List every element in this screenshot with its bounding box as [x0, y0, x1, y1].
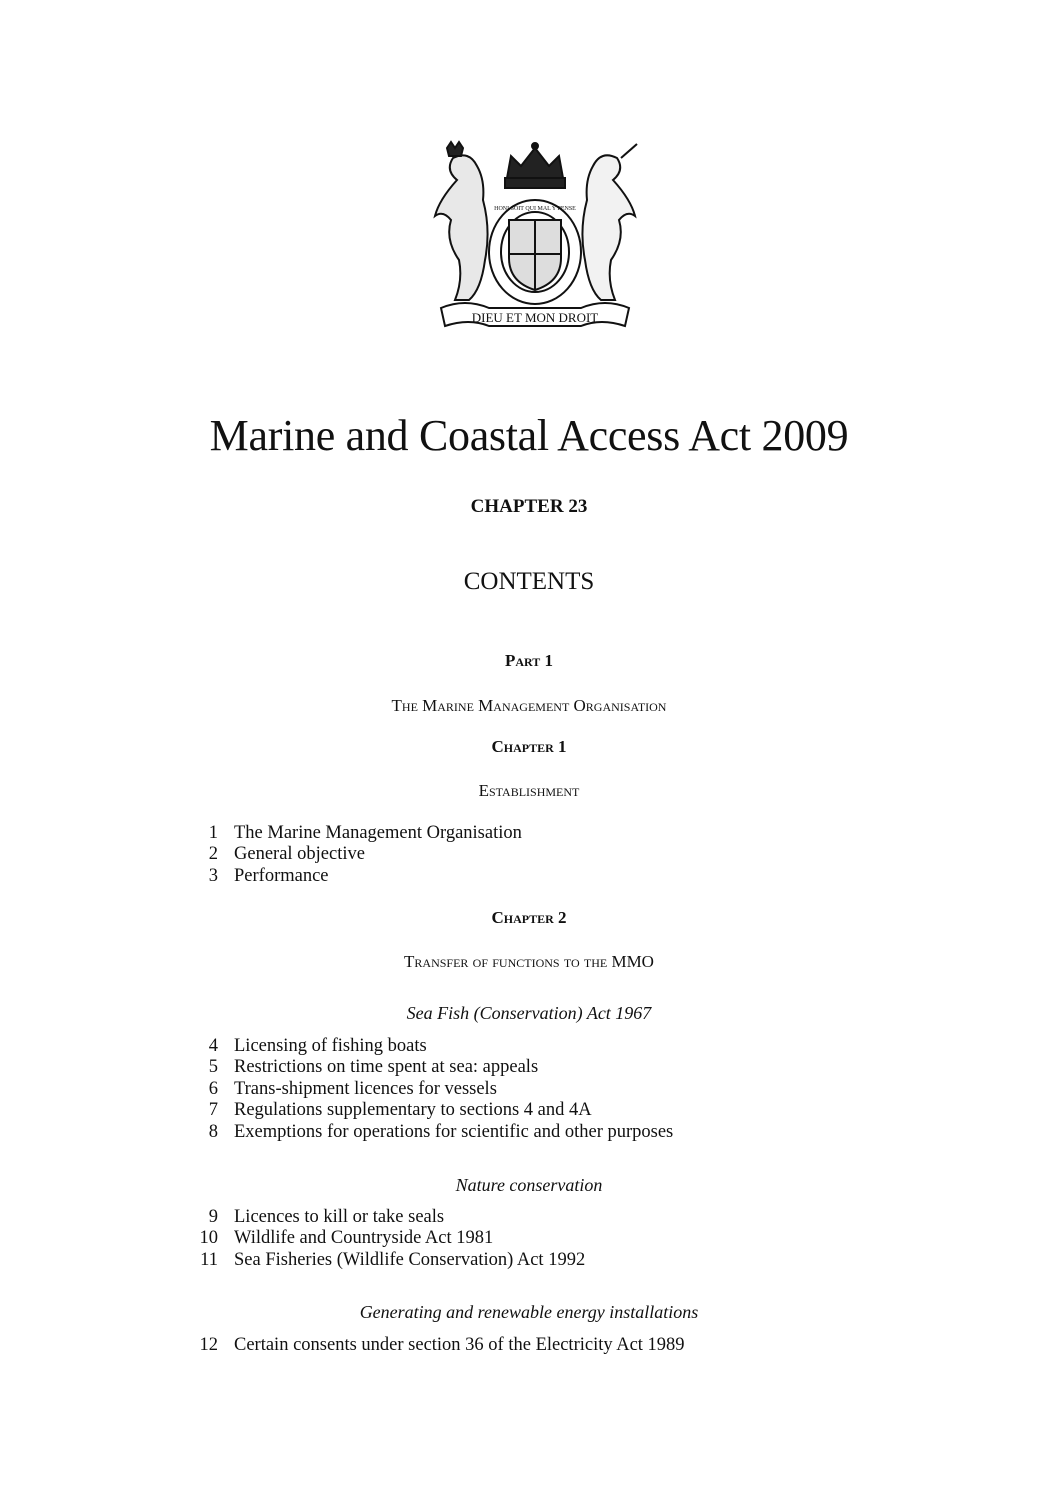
toc-entry[interactable]: [180, 1100, 880, 1121]
section-number: 10: [199, 1228, 218, 1249]
energy-installations-contents-list: [180, 1335, 880, 1356]
toc-entry[interactable]: [180, 844, 880, 865]
contents-heading: CONTENTS: [463, 568, 595, 595]
group-heading-nature-conservation: Nature conservation: [455, 1175, 603, 1195]
toc-entry[interactable]: [180, 1335, 880, 1356]
chapter-2-name: Transfer of functions to the MMO: [404, 952, 654, 971]
section-number: 3: [208, 865, 218, 886]
section-number: 1: [208, 823, 218, 843]
section-title[interactable]: The Marine Management Organisation: [234, 823, 522, 843]
section-title[interactable]: Certain consents under section 36 of the Electricity Act 1989: [234, 1335, 685, 1355]
chapter-number: CHAPTER 23: [470, 496, 588, 517]
toc-entry[interactable]: [180, 866, 880, 887]
section-title[interactable]: Wildlife and Countryside Act 1981: [234, 1228, 494, 1249]
toc-entry[interactable]: [180, 1036, 880, 1057]
part-label: Part 1: [504, 651, 554, 670]
toc-entry[interactable]: [180, 1057, 880, 1078]
section-title[interactable]: Exemptions for operations for scientific and other purposes: [234, 1121, 674, 1142]
section-number: 4: [208, 1036, 218, 1056]
section-number: 2: [208, 844, 218, 865]
section-title[interactable]: Trans-shipment licences for vessels: [234, 1078, 497, 1099]
section-number: 9: [208, 1207, 218, 1227]
act-title: Marine and Coastal Access Act 2009: [209, 411, 849, 460]
section-title[interactable]: General objective: [234, 844, 365, 865]
toc-entry[interactable]: [180, 1207, 880, 1228]
chapter-2-label: Chapter 2: [491, 908, 567, 927]
section-title[interactable]: Licensing of fishing boats: [234, 1036, 427, 1056]
toc-entry[interactable]: [180, 823, 880, 844]
crest-garter-motto: HONI SOIT QUI MAL Y PENSE: [494, 206, 576, 212]
section-number: 12: [199, 1335, 218, 1355]
section-number: 8: [208, 1121, 218, 1142]
section-title[interactable]: Restrictions on time spent at sea: appeals: [234, 1057, 539, 1078]
toc-entry[interactable]: [180, 1228, 880, 1249]
royal-coat-of-arms: [425, 140, 645, 330]
toc-entry[interactable]: [180, 1250, 880, 1271]
section-number: 7: [208, 1100, 218, 1121]
section-number: 11: [200, 1249, 218, 1270]
section-number: 6: [208, 1078, 218, 1099]
toc-entry[interactable]: [180, 1079, 880, 1100]
chapter-1-contents-list: [180, 823, 880, 887]
toc-entry[interactable]: [180, 1122, 880, 1143]
group-heading-sea-fish: Sea Fish (Conservation) Act 1967: [406, 1003, 652, 1023]
section-title[interactable]: Sea Fisheries (Wildlife Conservation) Act 1992: [234, 1249, 586, 1270]
section-title[interactable]: Regulations supplementary to sections 4 and 4A: [234, 1100, 592, 1121]
group-heading-energy-installations: Generating and renewable energy installations: [359, 1302, 699, 1322]
sea-fish-contents-list: [180, 1036, 880, 1143]
section-title[interactable]: Licences to kill or take seals: [234, 1207, 445, 1227]
nature-conservation-contents-list: [180, 1207, 880, 1271]
section-title[interactable]: Performance: [234, 865, 329, 886]
chapter-1-name: Establishment: [478, 781, 580, 800]
chapter-1-label: Chapter 1: [491, 737, 567, 756]
crest-motto: DIEU ET MON DROIT: [471, 310, 599, 325]
part-name: The Marine Management Organisation: [391, 696, 667, 715]
section-number: 5: [208, 1057, 218, 1078]
